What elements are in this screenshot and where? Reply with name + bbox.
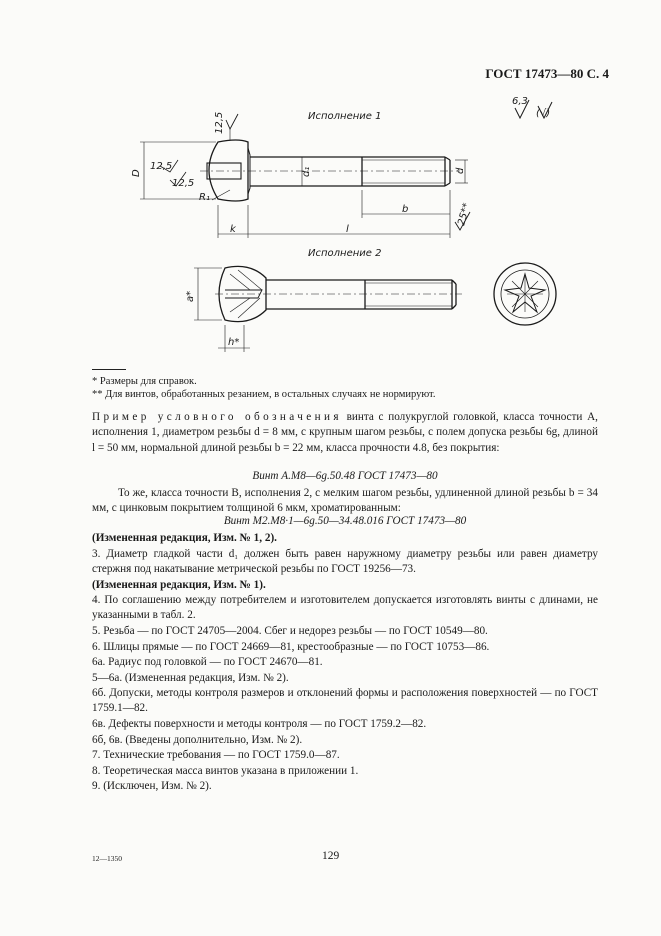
example-lead: Пример условного обозначения (92, 411, 342, 423)
body-line: 6. Шлицы прямые — по ГОСТ 24669—81, крестообразные — по ГОСТ 10753—86. (92, 641, 490, 653)
example-rest: винта с полукруглой головкой, класса точности А, исполнения 1, диаметром резьбы d = 8 мм, с крупным шагом резьбы, с полем допуска резьбы 6g, длиной l = 50 мм, нормальной длиной резьбы b = 22 мм, класса прочности 4.8, без покрытия: (92, 411, 598, 454)
rough-head: 12,5 (214, 111, 225, 134)
print-code: 12—1350 (92, 854, 122, 863)
body-line: 4. По соглашению между потребителем и изготовителем допускается изготовлять винты с длинами, не указанными в табл. 2. (92, 594, 598, 622)
rough-slot2: 12,5 (172, 178, 195, 189)
body-line: (Измененная редакция, Изм. № 1). (92, 579, 266, 591)
body-line: 5. Резьба — по ГОСТ 24705—2004. Сбег и недорез резьбы — по ГОСТ 10549—80. (92, 625, 488, 637)
body-line: 5—6а. (Измененная редакция, Изм. № 2). (92, 672, 289, 684)
body-line: 6б, 6в. (Введены дополнительно, Изм. № 2). (92, 734, 303, 746)
body-line: 6а. Радиус под головкой — по ГОСТ 24670—81. (92, 656, 323, 668)
example-paragraph (92, 410, 598, 456)
body-line: (Измененная редакция, Изм. № 1, 2). (92, 532, 277, 544)
dim-b: b (402, 204, 409, 215)
body-line: 3. Диаметр гладкой части d₁ должен быть равен наружному диаметру резьбы или равен диаметру стержня под накатывание метрической резьбы по ГОСТ 19256—73. (92, 548, 598, 576)
body-line: 6в. Дефекты поверхности и методы контроля — по ГОСТ 1759.2—82. (92, 718, 427, 730)
footnote-rule (92, 369, 126, 370)
dim-d1: d₁ (301, 166, 312, 177)
variant2-label: Исполнение 2 (308, 248, 382, 259)
page-header: ГОСТ 17473—80 С. 4 (485, 66, 609, 81)
body-line: 8. Теоретическая масса винтов указана в приложении 1. (92, 765, 359, 777)
para-same: То же, класса точности В, исполнения 2, с мелким шагом резьбы, удлиненной длиной резьбы b = 34 мм, с цинковым покрытием толщиной 6 мкм, хроматированным: (92, 487, 598, 515)
dim-h: h* (228, 337, 240, 348)
page-number: 129 (322, 850, 340, 862)
dim-l: l (346, 224, 349, 235)
designation-2: Винт М2.М8·1—6g.50—34.48.016 ГОСТ 17473—80 (223, 515, 467, 527)
variant1-label: Исполнение 1 (308, 111, 382, 122)
dim-R1: R₁ (199, 192, 210, 203)
dim-a: a* (185, 290, 196, 302)
footnote-1: * Размеры для справок. (92, 376, 197, 387)
rough-thread: 25** (456, 201, 473, 227)
dim-k: k (230, 224, 236, 235)
body-line: 6б. Допуски, методы контроля размеров и отклонений формы и расположения поверхностей — по ГОСТ 1759.1—82. (92, 687, 598, 715)
screw-drawing (0, 0, 661, 370)
footnote-2: ** Для винтов, обработанных резанием, в остальных случаях не нормируют. (92, 389, 436, 400)
dim-d: d (455, 167, 466, 174)
body-line: 9. (Исключен, Изм. № 2). (92, 780, 212, 792)
body-line: 7. Технические требования — по ГОСТ 1759.0—87. (92, 749, 340, 761)
designation-1: Винт А.М8—6g.50.48 ГОСТ 17473—80 (252, 470, 438, 482)
dim-D: D (131, 169, 142, 177)
rough-slot1: 12,5 (150, 161, 173, 172)
roughness-main: 6,3 (512, 96, 528, 107)
roughness-note: (√) (536, 108, 551, 119)
